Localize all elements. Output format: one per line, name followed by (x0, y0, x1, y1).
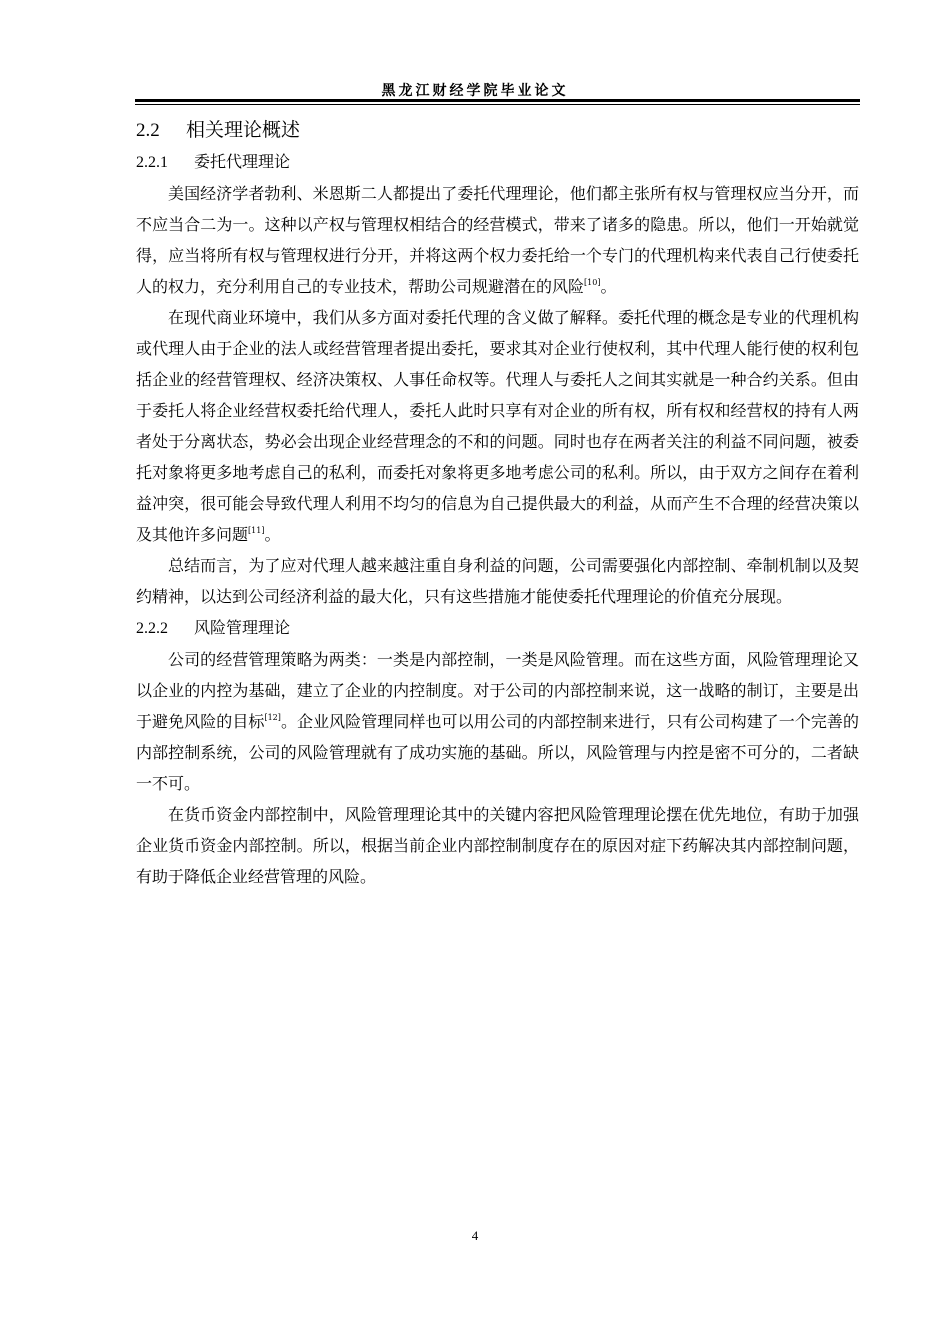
paragraph-text: 公司的经营管理策略为两类：一类是内部控制，一类是风险管理。而在这些方面，风险管理理论又以企业的内控为基础，建立了企业的内控制度。对于公司的内部控制来说，这一战略的制订，主要是出于避免风险的目标 (136, 650, 859, 731)
citation-mark: [10] (584, 278, 601, 287)
paragraph-text-end: 。企业风险管理同样也可以用公司的内部控制来进行，只有公司构建了一个完善的内部控制系统，公司的风险管理就有了成功实施的基础。所以，风险管理与内控是密不可分的，二者缺一不可。 (136, 712, 859, 793)
subsection-number: 2.2.2 (136, 620, 168, 637)
body-paragraph (136, 644, 859, 799)
subsection-heading (136, 612, 859, 644)
page-content (136, 114, 859, 892)
subsection-title: 风险管理理论 (194, 618, 291, 637)
page-number: 4 (471, 1228, 479, 1243)
paragraph-text: 总结而言，为了应对代理人越来越注重自身利益的问题，公司需要强化内部控制、牵制机制以及契约精神，以达到公司经济利益的最大化，只有这些措施才能使委托代理理论的价值充分展现。 (136, 556, 859, 606)
subsection-title: 委托代理理论 (194, 152, 291, 171)
header-rule-thin (135, 104, 860, 105)
header-rule-thick (135, 99, 860, 102)
section-title: 相关理论概述 (186, 119, 301, 141)
body-paragraph (136, 550, 859, 612)
section-number: 2.2 (136, 120, 160, 141)
paragraph-text: 在货币资金内部控制中，风险管理理论其中的关键内容把风险管理理论摆在优先地位，有助于加强企业货币资金内部控制。所以，根据当前企业内部控制制度存在的原因对症下药解决其内部控制问题，有助于降低企业经营管理的风险。 (136, 805, 859, 886)
body-paragraph (136, 302, 859, 550)
section-heading (136, 114, 859, 146)
subsection-number: 2.2.1 (136, 154, 168, 171)
citation-mark: [11] (248, 526, 265, 535)
header-title: 黑龙江财经学院毕业论文 (381, 83, 569, 99)
citation-mark: [12] (264, 713, 281, 722)
paragraph-text: 在现代商业环境中，我们从多方面对委托代理的含义做了解释。委托代理的概念是专业的代理机构或代理人由于企业的法人或经营管理者提出委托，要求其对企业行使权利，其中代理人能行使的权利包括企业的经营管理权、经济决策权、人事任命权等。代理人与委托人之间其实就是一种合约关系。但由于委托人将企业经营权委托给代理人，委托人此时只享有对企业的所有权，所有权和经营权的持有人两者处于分离状态，势必会出现企业经营理念的不和的问题。同时也存在两者关注的利益不同问题，被委托对象将更多地考虑自己的私利，而委托对象将更多地考虑公司的私利。所以，由于双方之间存在着利益冲突，很可能会导致代理人利用不均匀的信息为自己提供最大的利益，从而产生不合理的经营决策以及其他许多问题 (136, 308, 859, 544)
body-paragraph (136, 178, 859, 302)
paragraph-text: 美国经济学者勃利、米恩斯二人都提出了委托代理理论，他们都主张所有权与管理权应当分开，而不应当合二为一。这种以产权与管理权相结合的经营模式，带来了诸多的隐患。所以，他们一开始就觉得，应当将所有权与管理权进行分开，并将这两个权力委托给一个专门的代理机构来代表自己行使委托人的权力，充分利用自己的专业技术，帮助公司规避潜在的风险 (136, 184, 859, 296)
subsection-heading (136, 146, 859, 178)
paragraph-text-end: 。 (264, 525, 281, 544)
body-paragraph (136, 799, 859, 892)
paragraph-text-end: 。 (600, 277, 617, 296)
